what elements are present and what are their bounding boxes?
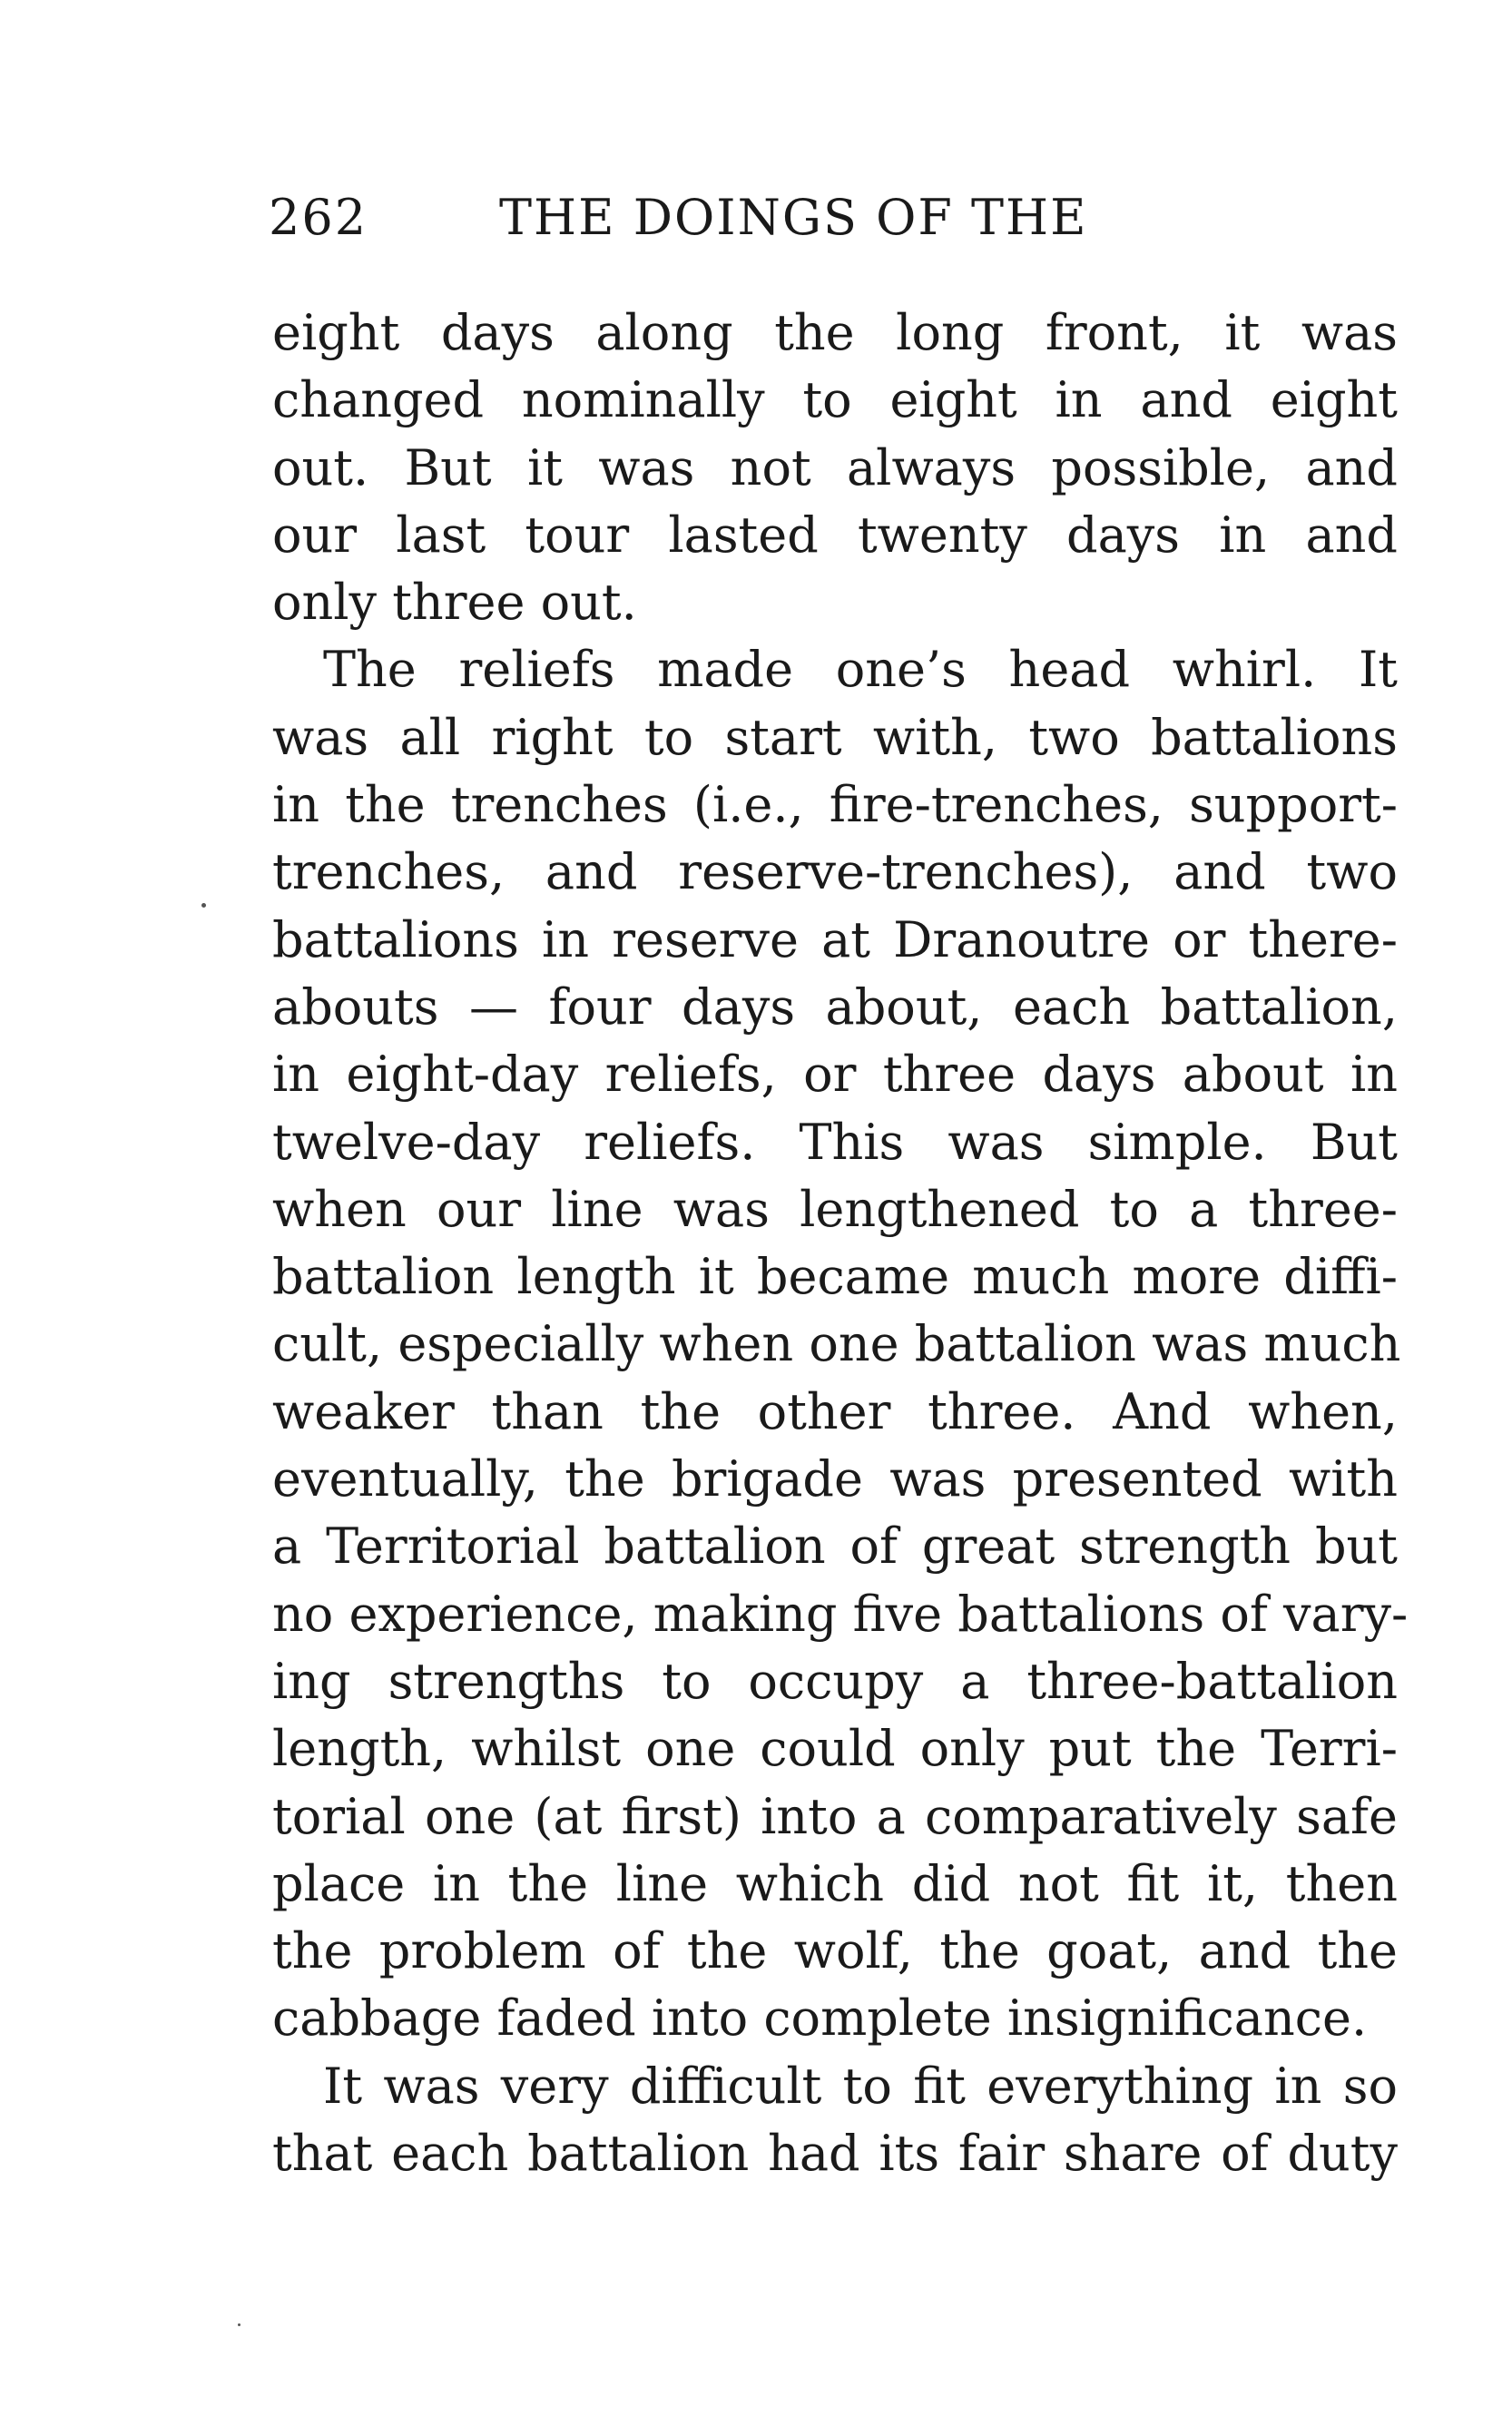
text-line: trenches, and reserve-trenches), and two [272, 843, 1398, 901]
text-line: in the trenches (i.e., fire-trenches, support- [272, 776, 1398, 834]
text-line: battalions in reserve at Dranoutre or there- [272, 910, 1398, 968]
text-line: eight days along the long front, it was [272, 304, 1398, 361]
text-line: in eight-day reliefs, or three days about in [272, 1046, 1398, 1104]
page-number: 262 [269, 189, 368, 246]
stray-ink-mark [201, 903, 206, 908]
text-line: place in the line which did not fit it, then [272, 1854, 1398, 1912]
text-line: no experience, making five battalions of vary- [272, 1585, 1409, 1643]
body-text [272, 300, 1409, 2187]
text-line: twelve-day reliefs. This was simple. But [272, 1113, 1398, 1171]
running-head: THE DOINGS OF THE [499, 189, 1088, 246]
text-line: battalion length it became much more diffi- [272, 1248, 1398, 1306]
text-line: the problem of the wolf, the goat, and the [272, 1922, 1398, 1980]
paragraph-start-line: The reliefs made one’s head whirl. It [323, 641, 1398, 699]
page-header [269, 186, 1176, 250]
text-line: length, whilst one could only put the Terri- [272, 1720, 1398, 1778]
text-line: when our line was lengthened to a three- [272, 1180, 1398, 1238]
text-line: our last tour lasted twenty days in and [272, 506, 1398, 564]
text-line: a Territorial battalion of great strength but [272, 1517, 1398, 1576]
paragraph-end-line: only three out. [272, 574, 637, 632]
text-line: ing strengths to occupy a three-battalion [272, 1652, 1398, 1710]
text-line: cult, especially when one battalion was much [272, 1315, 1401, 1373]
paragraph-end-line: cabbage faded into complete insignificance. [272, 1989, 1368, 2048]
paragraph-start-line: It was very difficult to fit everything in so [323, 2057, 1398, 2115]
text-line: changed nominally to eight in and eight [272, 371, 1398, 429]
text-line: that each battalion had its fair share of duty [272, 2125, 1398, 2183]
text-line: torial one (at first) into a comparatively safe [272, 1787, 1398, 1845]
text-line: eventually, the brigade was presented with [272, 1450, 1398, 1508]
text-line: weaker than the other three. And when, [272, 1382, 1398, 1440]
text-line: abouts — four days about, each battalion, [272, 977, 1398, 1036]
text-line: out. But it was not always possible, and [272, 438, 1398, 496]
stray-ink-mark [238, 2323, 241, 2326]
text-line: was all right to start with, two battalions [272, 708, 1398, 766]
